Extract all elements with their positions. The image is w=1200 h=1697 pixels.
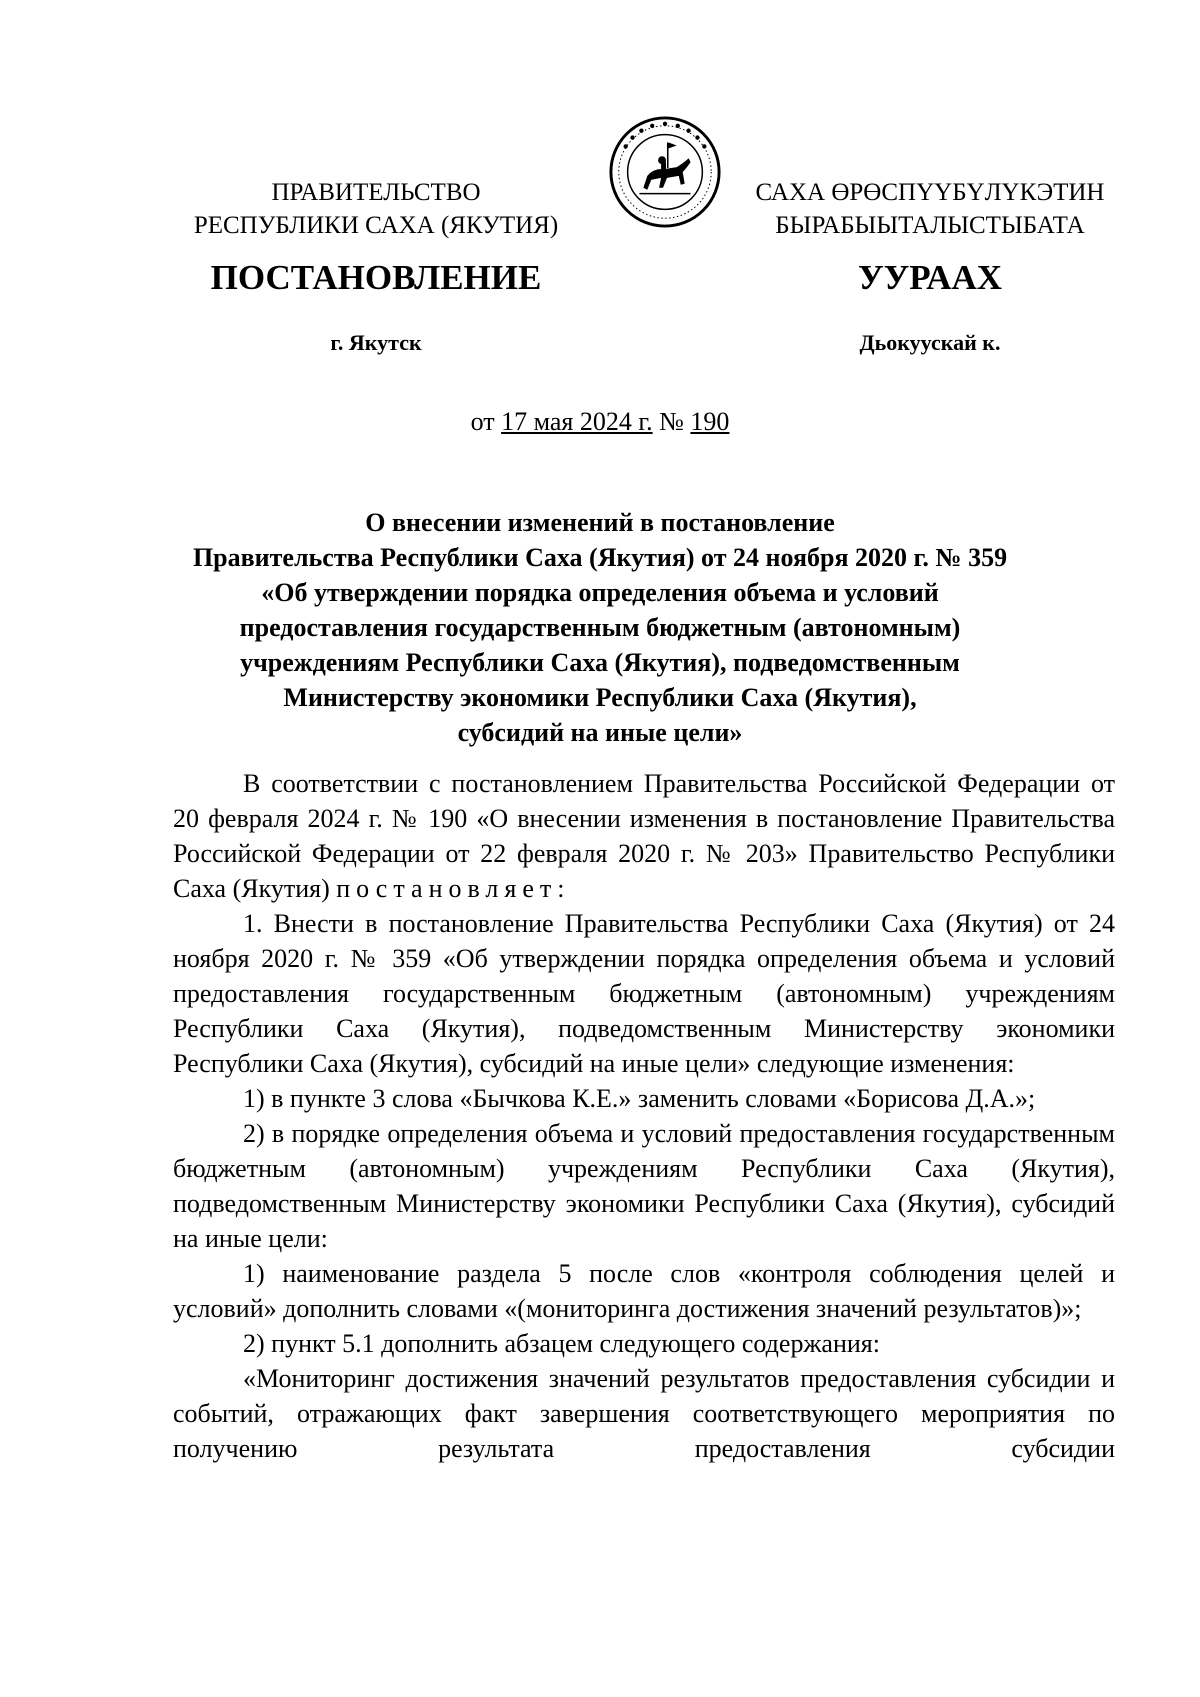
preamble-text: В соответствии с постановлением Правительства Российской Федерации от 20 февраля 2024 г. № 190 «О внесении изменения в постановление Правительства Российской Федерации от 22 февраля 2020 г. № 203» Правительство Республики Саха (Якутия) bbox=[173, 769, 1115, 903]
date-prefix: от bbox=[470, 407, 502, 436]
title-line: предоставления государственным бюджетным (автономным) bbox=[239, 613, 961, 642]
title-line: «Об утверждении порядка определения объема и условий bbox=[261, 578, 939, 607]
paragraph-subsubitem-2: 2) пункт 5.1 дополнить абзацем следующего содержания: bbox=[243, 1329, 880, 1358]
issuer-russian-line1: ПРАВИТЕЛЬСТВО bbox=[271, 179, 481, 206]
issuer-russian-line2: РЕСПУБЛИКИ САХА (ЯКУТИЯ) bbox=[193, 212, 559, 239]
issuer-yakut-line2: БЫРАБЫЫТАЛЫСТЫБАТА bbox=[775, 212, 1085, 239]
city-russian: г. Якутск bbox=[330, 330, 422, 355]
document-body bbox=[173, 766, 1115, 1466]
title-line: Министерству экономики Республики Саха (Якутия), bbox=[283, 683, 917, 712]
paragraph-preamble bbox=[173, 766, 1115, 906]
title-line: учреждениям Республики Саха (Якутия), подведомственным bbox=[240, 648, 960, 677]
paragraph-item-1: 1. Внести в постановление Правительства Республики Саха (Якутия) от 24 ноября 2020 г. № 359 «Об утверждении порядка определения объема и условий предоставления государственным бюджетным (автономным) учреждениям Республики Саха (Якутия), подведомственным Министерству экономики Республики Саха (Якутия), субсидий на иные цели» следующие изменения: bbox=[173, 909, 1115, 1078]
document-number: 190 bbox=[690, 407, 730, 436]
paragraph-subsubitem-1: 1) наименование раздела 5 после слов «контроля соблюдения целей и условий» дополнить словами «(мониторинга достижения значений результатов)»; bbox=[173, 1259, 1115, 1323]
resolves-word: постановляет: bbox=[336, 874, 571, 903]
title-line: Правительства Республики Саха (Якутия) от 24 ноября 2020 г. № 359 bbox=[192, 543, 1008, 572]
title-line: О внесении изменений в постановление bbox=[365, 508, 835, 537]
title-line: субсидий на иные цели» bbox=[457, 718, 743, 747]
issuer-yakut bbox=[740, 176, 1120, 242]
paragraph-subitem-2: 2) в порядке определения объема и условий предоставления государственным бюджетным (автономным) учреждениям Республики Саха (Якутия), подведомственным Министерству экономики Республики Саха (Якутия), субсидий на иные цели: bbox=[173, 1119, 1115, 1253]
document-title bbox=[120, 505, 1080, 750]
paragraph-quote: «Мониторинг достижения значений результатов предоставления субсидии и событий, отражающих факт завершения соответствующего мероприятия по получению результата предоставления субсидии bbox=[173, 1364, 1115, 1463]
issuer-russian bbox=[176, 176, 576, 242]
coat-of-arms-emblem-icon bbox=[606, 113, 724, 231]
paragraph-subitem-1: 1) в пункте 3 слова «Бычкова К.Е.» заменить словами «Борисова Д.А.»; bbox=[243, 1084, 1036, 1113]
number-prefix: № bbox=[652, 407, 691, 436]
city-yakut: Дьокуускай к. bbox=[859, 330, 1001, 355]
issuer-yakut-line1: САХА ӨРӨСПҮҮБҮЛҮКЭТИН bbox=[755, 179, 1105, 206]
date-number-line bbox=[0, 407, 1200, 437]
document-date: 17 мая 2024 г. bbox=[501, 407, 653, 436]
doc-type-yakut: УУРААХ bbox=[857, 258, 1003, 297]
doc-type-russian: ПОСТАНОВЛЕНИЕ bbox=[210, 258, 542, 297]
